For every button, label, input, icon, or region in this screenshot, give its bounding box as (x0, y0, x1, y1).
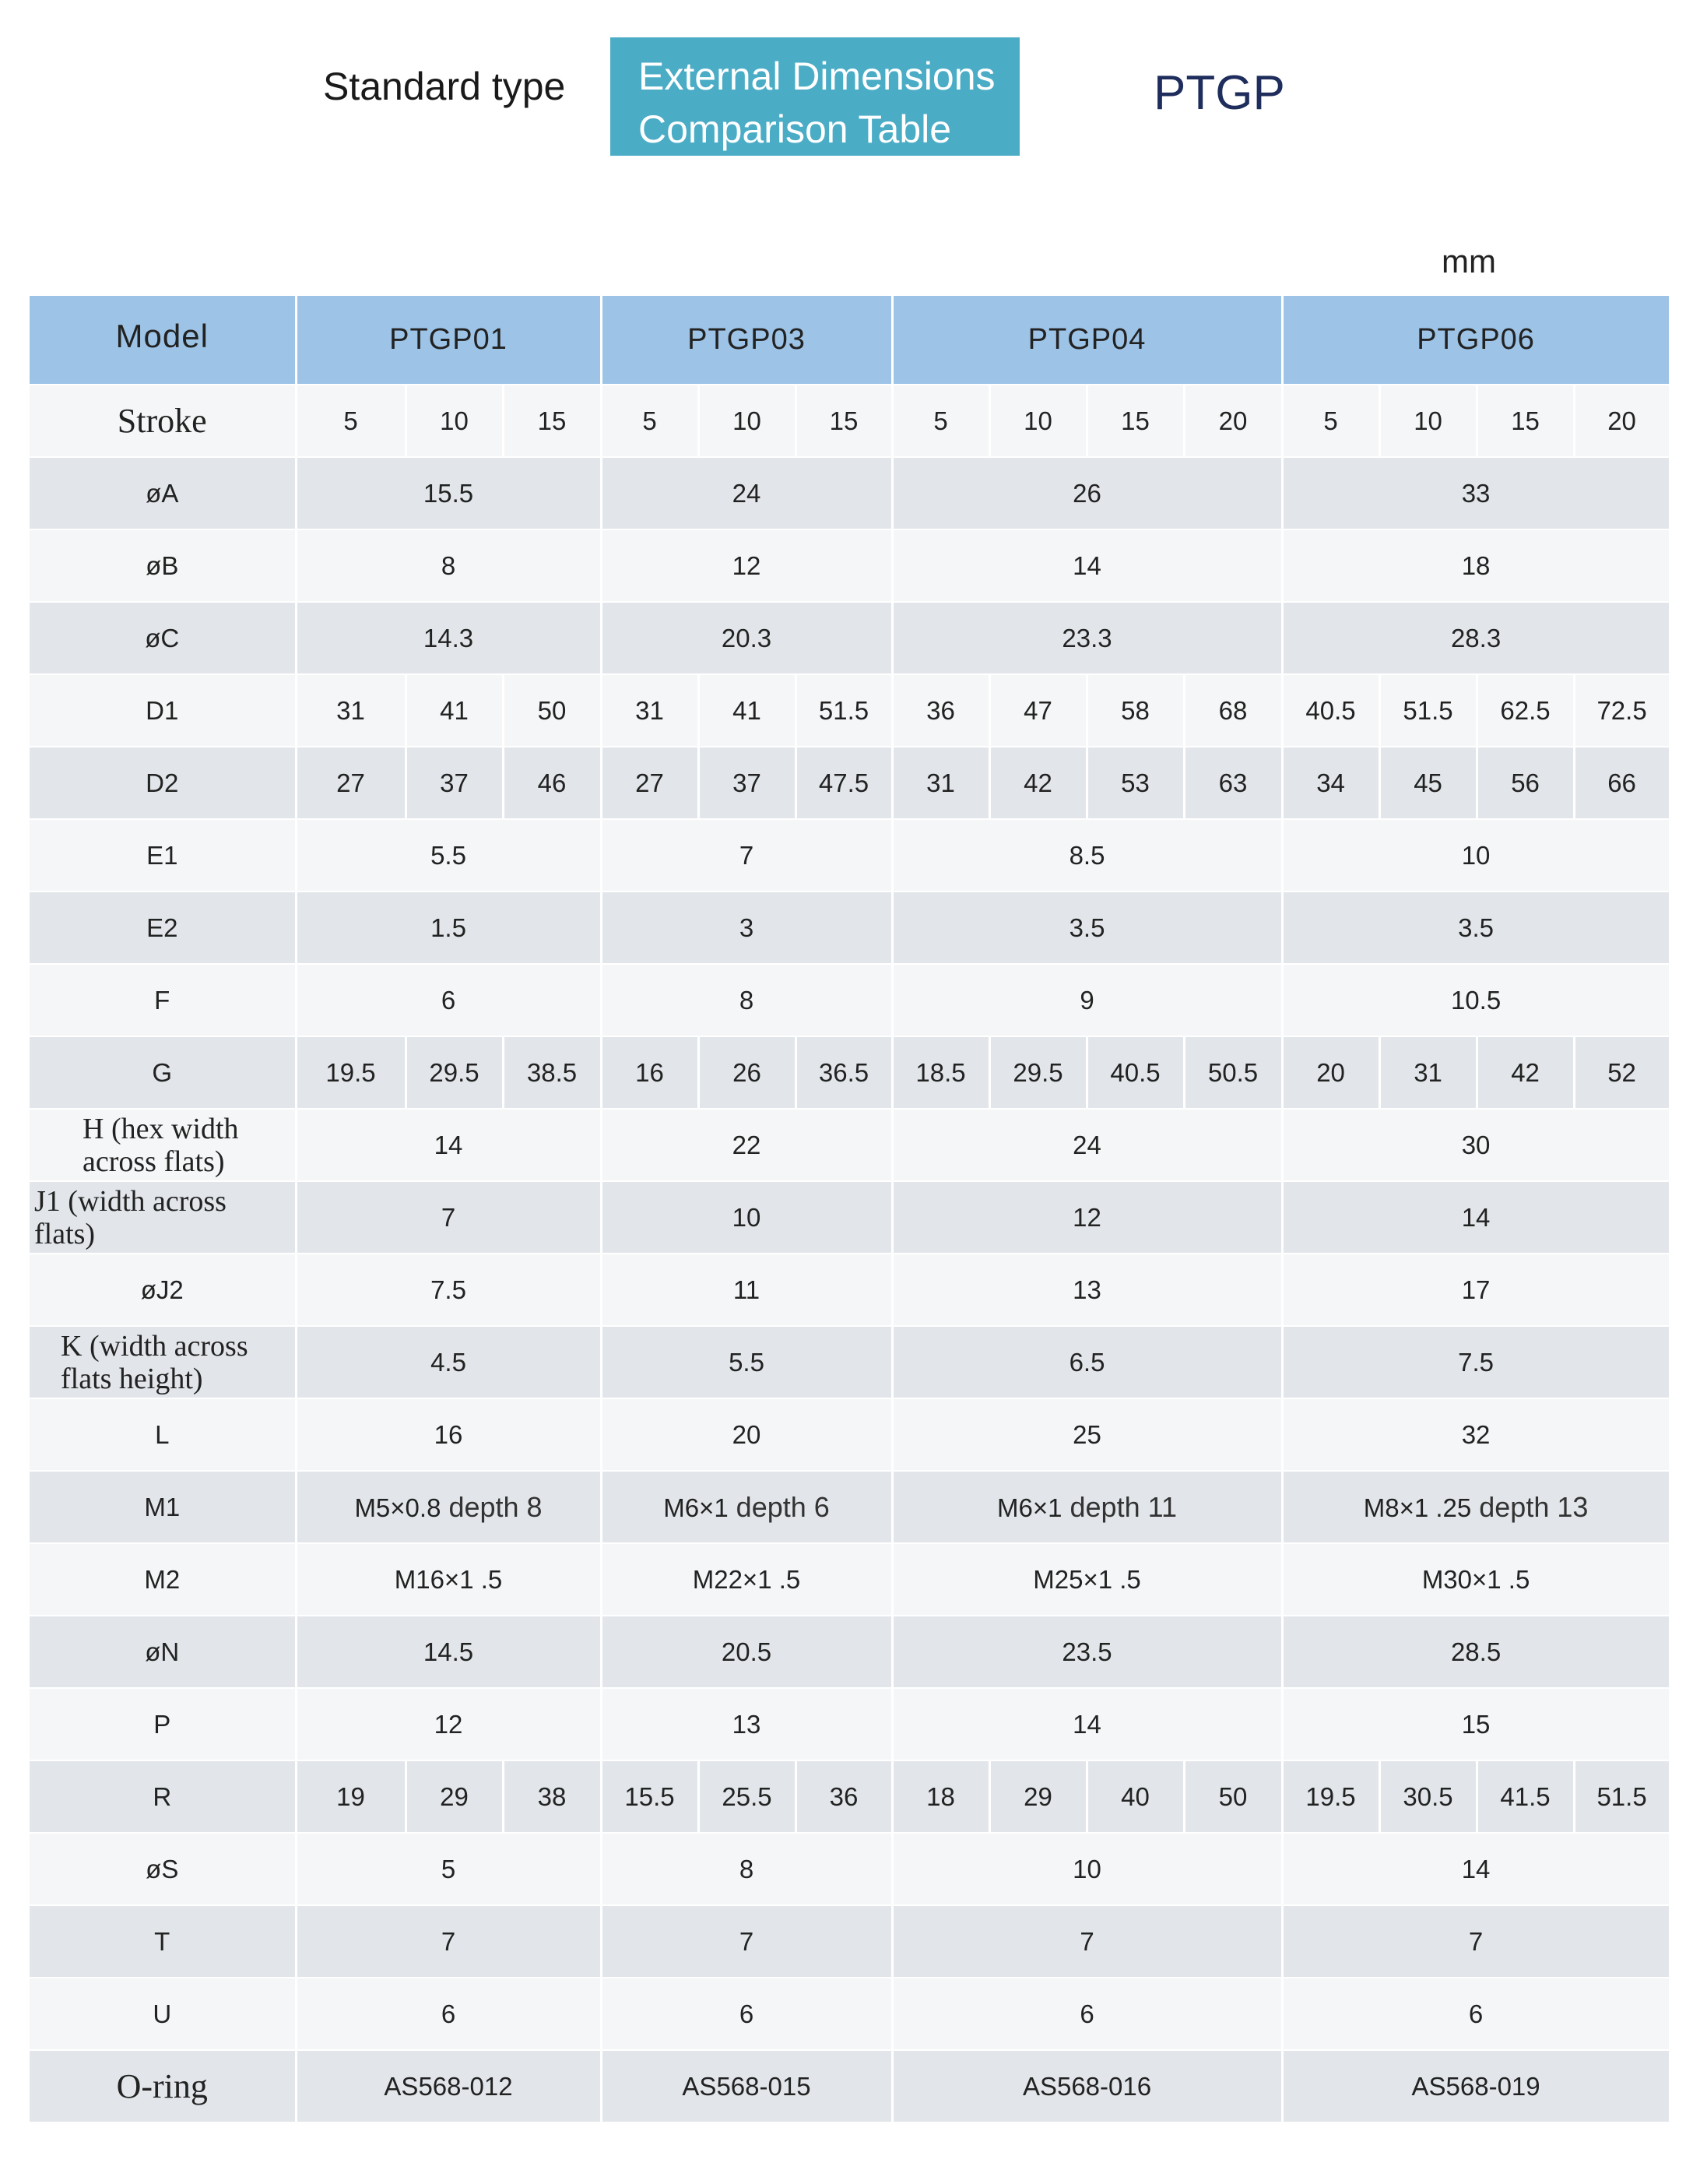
table-cell: 51.5 (1379, 674, 1477, 747)
row-label: M1 (30, 1471, 296, 1543)
table-cell: M16×1 .5 (296, 1543, 601, 1616)
table-cell: 7 (296, 1181, 601, 1254)
table-cell: 11 (601, 1254, 892, 1326)
table-cell: M22×1 .5 (601, 1543, 892, 1616)
table-cell: 10 (406, 385, 503, 457)
table-cell: 25.5 (698, 1760, 796, 1833)
table-cell: 20 (601, 1398, 892, 1471)
table-cell: 13 (601, 1688, 892, 1760)
table-cell: 19.5 (296, 1036, 406, 1109)
table-row (30, 1036, 1670, 1109)
table-cell: 41 (698, 674, 796, 747)
table-cell: 14.3 (296, 602, 601, 674)
table-cell: AS568-016 (892, 2050, 1282, 2122)
table-row (30, 457, 1670, 529)
row-label-line: H (hex width (83, 1112, 239, 1145)
table-cell: 15.5 (296, 457, 601, 529)
table-cell: 6 (296, 1978, 601, 2050)
table-cell: 51.5 (796, 674, 892, 747)
table-cell: 50 (1184, 1760, 1282, 1833)
row-label: U (30, 1978, 296, 2050)
table-cell: 31 (1379, 1036, 1477, 1109)
table-cell: 30 (1282, 1109, 1670, 1181)
standard-type-label: Standard type (323, 65, 566, 108)
table-cell: 52 (1574, 1036, 1670, 1109)
table-cell: 15 (503, 385, 601, 457)
table-row (30, 1616, 1670, 1688)
table-cell: 26 (698, 1036, 796, 1109)
table-cell: 16 (296, 1398, 601, 1471)
table-cell: 45 (1379, 747, 1477, 819)
table-cell: 46 (503, 747, 601, 819)
table-cell: 47.5 (796, 747, 892, 819)
table-cell: 50.5 (1184, 1036, 1282, 1109)
table-cell: 8.5 (892, 819, 1282, 892)
table-cell: 20.5 (601, 1616, 892, 1688)
table-cell: 10.5 (1282, 964, 1670, 1036)
table-cell: 42 (1477, 1036, 1574, 1109)
table-cell: 14 (296, 1109, 601, 1181)
table-cell: 10 (892, 1833, 1282, 1905)
table-cell: 29 (989, 1760, 1087, 1833)
table-row (30, 1181, 1670, 1254)
table-row (30, 1326, 1670, 1398)
table-cell: 24 (892, 1109, 1282, 1181)
table-cell: 38 (503, 1760, 601, 1833)
table-cell: M30×1 .5 (1282, 1543, 1670, 1616)
table-cell: 28.3 (1282, 602, 1670, 674)
table-row (30, 529, 1670, 602)
table-cell: 53 (1087, 747, 1184, 819)
series-name: PTGP (1154, 66, 1285, 120)
row-label: øC (30, 602, 296, 674)
table-cell: AS568-015 (601, 2050, 892, 2122)
table-cell: 10 (698, 385, 796, 457)
table-cell: 5 (296, 1833, 601, 1905)
table-cell: 10 (989, 385, 1087, 457)
row-label: øJ2 (30, 1254, 296, 1326)
table-cell: 31 (296, 674, 406, 747)
table-cell: 8 (296, 529, 601, 602)
table-cell: 33 (1282, 457, 1670, 529)
table-cell: 3.5 (1282, 892, 1670, 964)
table-cell: 5 (296, 385, 406, 457)
thread-depth: depth 8 (448, 1490, 543, 1523)
table-cell: 10 (1282, 819, 1670, 892)
table-cell: 14 (892, 1688, 1282, 1760)
table-cell: 40 (1087, 1760, 1184, 1833)
table-cell: 19 (296, 1760, 406, 1833)
row-label: F (30, 964, 296, 1036)
table-cell: 36.5 (796, 1036, 892, 1109)
table-cell: 41.5 (1477, 1760, 1574, 1833)
table-cell: 63 (1184, 747, 1282, 819)
table-row (30, 819, 1670, 892)
table-row (30, 1760, 1670, 1833)
table-cell: 37 (698, 747, 796, 819)
table-cell: 7 (1282, 1905, 1670, 1978)
row-label: E2 (30, 892, 296, 964)
table-cell: 5.5 (296, 819, 601, 892)
row-label: Stroke (30, 385, 296, 457)
table-cell: 7.5 (296, 1254, 601, 1326)
table-cell: 72.5 (1574, 674, 1670, 747)
table-row (30, 1833, 1670, 1905)
thread-depth: depth 6 (736, 1490, 830, 1523)
table-row (30, 1688, 1670, 1760)
row-label: øA (30, 457, 296, 529)
table-row (30, 964, 1670, 1036)
table-cell: 17 (1282, 1254, 1670, 1326)
thread-depth: depth 11 (1070, 1490, 1177, 1523)
table-cell: 38.5 (503, 1036, 601, 1109)
table-cell: 36 (892, 674, 989, 747)
row-label: øN (30, 1616, 296, 1688)
row-label: D2 (30, 747, 296, 819)
model-header: Model (30, 296, 296, 385)
table-row (30, 1978, 1670, 2050)
table-cell: 22 (601, 1109, 892, 1181)
table-cell: 40.5 (1087, 1036, 1184, 1109)
table-cell: 41 (406, 674, 503, 747)
table-cell: 18 (1282, 529, 1670, 602)
table-body (30, 385, 1670, 2122)
title-line-2: Comparison Table (638, 107, 952, 151)
table-cell: 12 (892, 1181, 1282, 1254)
table-cell: 36 (796, 1760, 892, 1833)
table-cell: 37 (406, 747, 503, 819)
table-title-box (610, 37, 1020, 156)
thread-depth: depth 13 (1479, 1490, 1589, 1523)
table-cell: 31 (892, 747, 989, 819)
table-cell: 15 (1282, 1688, 1670, 1760)
row-label-line: across flats) (83, 1145, 225, 1178)
table-cell: 10 (1379, 385, 1477, 457)
table-cell: M25×1 .5 (892, 1543, 1282, 1616)
row-label (30, 1326, 296, 1398)
table-cell: 1.5 (296, 892, 601, 964)
table-cell: 6 (601, 1978, 892, 2050)
table-cell: 7.5 (1282, 1326, 1670, 1398)
table-cell: 5 (892, 385, 989, 457)
table-row (30, 602, 1670, 674)
thread-size: M6×1 (663, 1493, 729, 1522)
table-cell: 27 (296, 747, 406, 819)
table-cell: 4.5 (296, 1326, 601, 1398)
table-row (30, 1905, 1670, 1978)
table-cell: 7 (601, 819, 892, 892)
row-label: O-ring (30, 2050, 296, 2122)
table-cell: 29.5 (406, 1036, 503, 1109)
table-cell: 15 (1477, 385, 1574, 457)
row-label: L (30, 1398, 296, 1471)
row-label-line: flats height) (61, 1362, 203, 1395)
table-cell: 6 (1282, 1978, 1670, 2050)
table-cell: 32 (1282, 1398, 1670, 1471)
table-cell: 14 (1282, 1833, 1670, 1905)
table-cell: AS568-019 (1282, 2050, 1670, 2122)
table-cell: 10 (601, 1181, 892, 1254)
row-label: M2 (30, 1543, 296, 1616)
table-cell: 15 (1087, 385, 1184, 457)
thread-size: M8×1 .25 (1363, 1493, 1472, 1522)
table-cell: 6 (892, 1978, 1282, 2050)
table-cell: 30.5 (1379, 1760, 1477, 1833)
table-row (30, 674, 1670, 747)
row-label-line: K (width across (61, 1329, 248, 1363)
table-cell: 13 (892, 1254, 1282, 1326)
table-cell (1282, 1471, 1670, 1543)
table-cell: 5 (601, 385, 698, 457)
unit-label: mm (1442, 243, 1496, 280)
thread-size: M6×1 (997, 1493, 1062, 1522)
model-ptgp01: PTGP01 (296, 296, 601, 385)
table-cell: 12 (601, 529, 892, 602)
table-cell (601, 1471, 892, 1543)
table-row-stroke (30, 385, 1670, 457)
table-row (30, 1254, 1670, 1326)
table-cell: 20 (1184, 385, 1282, 457)
table-cell: 3 (601, 892, 892, 964)
table-cell: 14 (1282, 1181, 1670, 1254)
table-row (30, 2050, 1670, 2122)
row-label: T (30, 1905, 296, 1978)
row-label: D1 (30, 674, 296, 747)
table-cell: 14 (892, 529, 1282, 602)
row-label (30, 1109, 296, 1181)
row-label: G (30, 1036, 296, 1109)
table-cell (892, 1471, 1282, 1543)
table-cell: 5 (1282, 385, 1379, 457)
table-cell: 24 (601, 457, 892, 529)
table-cell: 28.5 (1282, 1616, 1670, 1688)
table-cell: 26 (892, 457, 1282, 529)
table-cell: 7 (296, 1905, 601, 1978)
title-line-1: External Dimensions (638, 55, 996, 98)
table-cell: 15 (796, 385, 892, 457)
model-ptgp06: PTGP06 (1282, 296, 1670, 385)
table-cell: 25 (892, 1398, 1282, 1471)
table-cell: 62.5 (1477, 674, 1574, 747)
table-cell: 7 (601, 1905, 892, 1978)
table-cell: 7 (892, 1905, 1282, 1978)
table-cell: 6 (296, 964, 601, 1036)
table-cell: 50 (503, 674, 601, 747)
table-cell: 34 (1282, 747, 1379, 819)
model-ptgp03: PTGP03 (601, 296, 892, 385)
table-row (30, 892, 1670, 964)
table-row (30, 1471, 1670, 1543)
table-cell: 18 (892, 1760, 989, 1833)
table-cell: 15.5 (601, 1760, 698, 1833)
table-cell: 23.5 (892, 1616, 1282, 1688)
table-cell: 23.3 (892, 602, 1282, 674)
model-ptgp04: PTGP04 (892, 296, 1282, 385)
table-cell: 8 (601, 964, 892, 1036)
table-row (30, 1398, 1670, 1471)
table-cell: 58 (1087, 674, 1184, 747)
table-cell: AS568-012 (296, 2050, 601, 2122)
table-cell: 20 (1282, 1036, 1379, 1109)
row-label: P (30, 1688, 296, 1760)
table-cell: 68 (1184, 674, 1282, 747)
row-label: R (30, 1760, 296, 1833)
table-row (30, 1109, 1670, 1181)
thread-size: M5×0.8 (354, 1493, 441, 1522)
table-cell: 42 (989, 747, 1087, 819)
table-cell: 6.5 (892, 1326, 1282, 1398)
table-cell: 5.5 (601, 1326, 892, 1398)
model-header-row (30, 296, 1670, 385)
table-cell: 27 (601, 747, 698, 819)
table-cell: 3.5 (892, 892, 1282, 964)
table-cell: 8 (601, 1833, 892, 1905)
table-cell: 66 (1574, 747, 1670, 819)
table-cell: 20 (1574, 385, 1670, 457)
table-cell: 12 (296, 1688, 601, 1760)
table-cell: 9 (892, 964, 1282, 1036)
table-cell: 14.5 (296, 1616, 601, 1688)
table-cell: 20.3 (601, 602, 892, 674)
table-cell: 56 (1477, 747, 1574, 819)
table-cell: 29 (406, 1760, 503, 1833)
table-row (30, 1543, 1670, 1616)
dimensions-table (30, 296, 1671, 2123)
table-cell: 29.5 (989, 1036, 1087, 1109)
table-cell (296, 1471, 601, 1543)
row-label: E1 (30, 819, 296, 892)
table-cell: 40.5 (1282, 674, 1379, 747)
row-label: J1 (width across flats) (30, 1181, 296, 1254)
row-label: øB (30, 529, 296, 602)
table-cell: 19.5 (1282, 1760, 1379, 1833)
table-cell: 47 (989, 674, 1087, 747)
table-cell: 31 (601, 674, 698, 747)
table-cell: 16 (601, 1036, 698, 1109)
table-row (30, 747, 1670, 819)
table-cell: 18.5 (892, 1036, 989, 1109)
row-label: øS (30, 1833, 296, 1905)
table-cell: 51.5 (1574, 1760, 1670, 1833)
